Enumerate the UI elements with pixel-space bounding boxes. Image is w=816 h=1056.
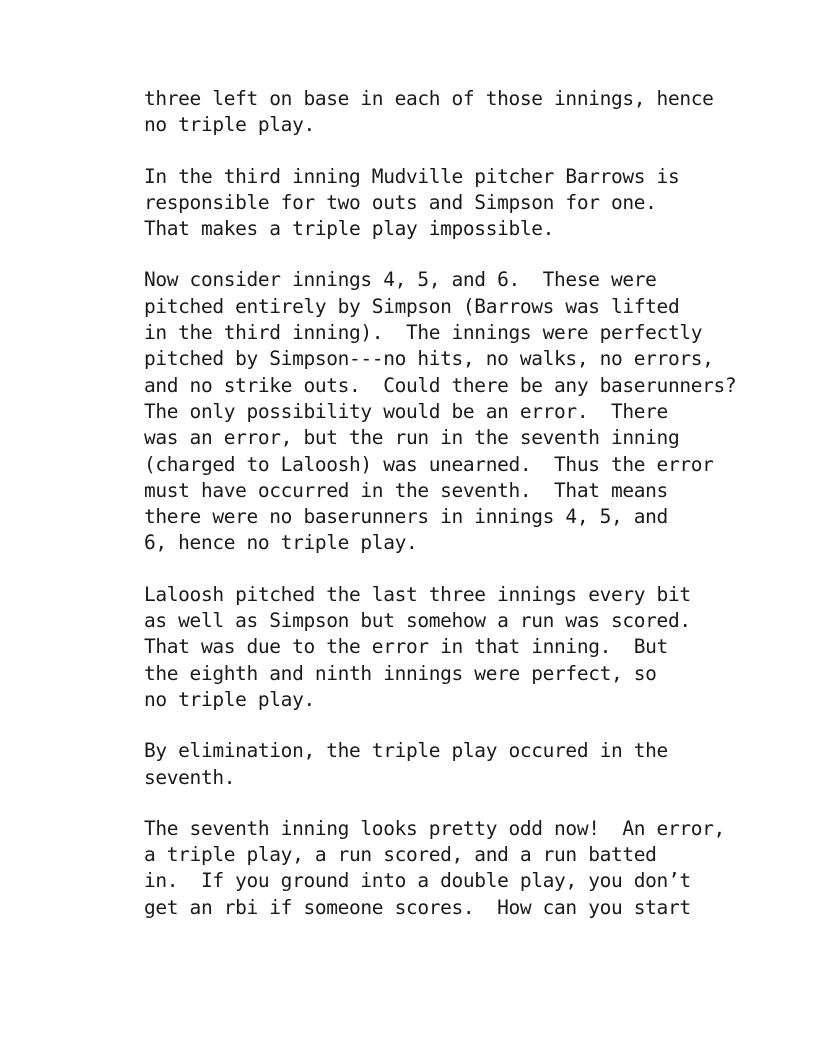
text-line: Now consider innings 4, 5, and 6. These were bbox=[144, 268, 657, 292]
text-line: pitched entirely by Simpson (Barrows was lifted bbox=[144, 294, 680, 318]
text-line: was an error, but the run in the seventh inning bbox=[144, 426, 680, 450]
paragraph-1 bbox=[144, 86, 784, 139]
text-line: get an rbi if someone scores. How can you start bbox=[144, 895, 691, 919]
text-line: In the third inning Mudville pitcher Barrows is bbox=[144, 164, 680, 188]
text-line: By elimination, the triple play occured in the bbox=[144, 739, 668, 763]
text-line: seventh. bbox=[144, 765, 236, 789]
text-line: That was due to the error in that inning. But bbox=[144, 635, 668, 659]
paragraph-5 bbox=[144, 738, 784, 791]
text-line: no triple play. bbox=[144, 113, 315, 137]
paragraph-3 bbox=[144, 267, 784, 556]
text-line: in the third inning). The innings were perfectly bbox=[144, 321, 703, 345]
document-page bbox=[144, 86, 784, 946]
text-line: three left on base in each of those innings, hence bbox=[144, 87, 714, 110]
text-line: and no strike outs. Could there be any baserunners? bbox=[144, 373, 737, 397]
text-line: pitched by Simpson---no hits, no walks, no errors, bbox=[144, 347, 714, 371]
text-line: (charged to Laloosh) was unearned. Thus the error bbox=[144, 452, 714, 476]
paragraph-4 bbox=[144, 582, 784, 713]
text-line: as well as Simpson but somehow a run was scored. bbox=[144, 609, 691, 633]
text-line: there were no baserunners in innings 4, 5, and bbox=[144, 505, 668, 529]
text-line: responsible for two outs and Simpson for one. bbox=[144, 190, 657, 214]
text-line: in. If you ground into a double play, you don’t bbox=[144, 869, 691, 893]
text-line: That makes a triple play impossible. bbox=[144, 217, 555, 241]
paragraph-2 bbox=[144, 164, 784, 243]
text-line: the eighth and ninth innings were perfect, so bbox=[144, 661, 657, 685]
text-line: The only possibility would be an error. There bbox=[144, 399, 668, 423]
text-line: no triple play. bbox=[144, 687, 315, 711]
text-line: 6, hence no triple play. bbox=[144, 531, 418, 555]
text-line: The seventh inning looks pretty odd now! An error, bbox=[144, 816, 725, 840]
paragraph-6 bbox=[144, 816, 784, 921]
text-line: Laloosh pitched the last three innings every bit bbox=[144, 582, 691, 606]
text-line: must have occurred in the seventh. That means bbox=[144, 478, 668, 502]
text-line: a triple play, a run scored, and a run batted bbox=[144, 843, 657, 867]
